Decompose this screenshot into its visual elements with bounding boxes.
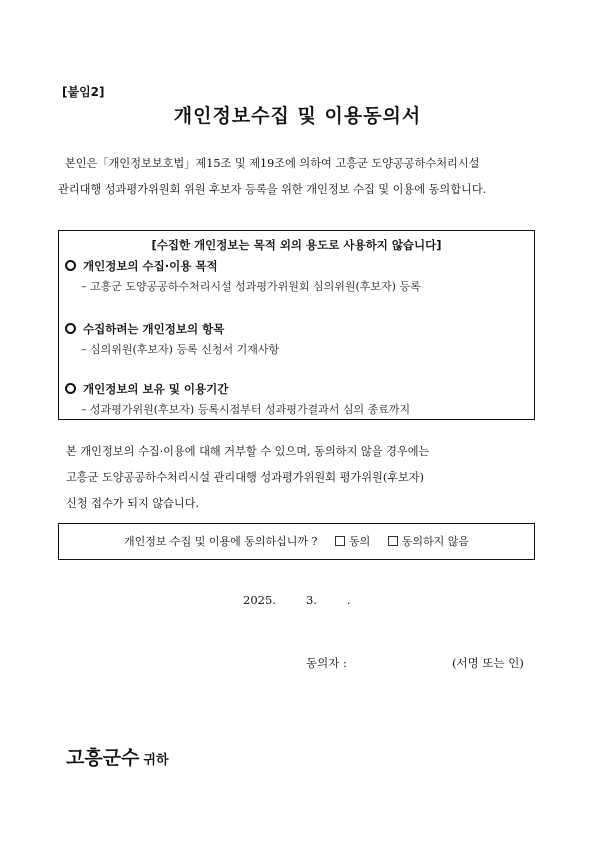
signature-note: (서명 또는 인) [452,656,524,670]
circle-bullet-icon [65,383,76,394]
consent-question: 개인정보 수집 및 이용에 동의하십니까 ? [124,535,318,548]
agree-label: 동의 [348,535,371,548]
section-purpose-title: 개인정보의 수집·이용 목적 [65,258,218,274]
consent-box [58,523,535,560]
section-retention-title: 개인정보의 보유 및 이용기간 [65,381,228,397]
date-month: 3. [305,593,317,607]
circle-bullet-icon [65,260,76,271]
intro-line-1: 본인은「개인정보보호법」제15조 및 제19조에 의하여 고흥군 도양공공하수처리시설 [65,157,480,170]
section-items-title: 수집하려는 개인정보의 항목 [65,321,224,337]
refusal-line-3: 신청 접수가 되지 않습니다. [66,497,200,510]
recipient-suffix: 귀하 [143,753,169,768]
signer-label: 동의자 : [306,656,347,670]
section-items-item: – 심의위원(후보자) 등록 신청서 기재사항 [81,343,280,356]
document-title: 개인정보수집 및 이용동의서 [173,105,422,127]
disagree-checkbox[interactable] [388,536,398,546]
intro-line-2: 관리대행 성과평가위원회 위원 후보자 등록을 위한 개인정보 수집 및 이용에 동의합니다. [58,183,487,196]
section-purpose-item: – 고흥군 도양공공하수처리시설 성과평가위원회 심의위원(후보자) 등록 [81,280,421,293]
date-day: . [346,593,351,607]
circle-bullet-icon [65,323,76,334]
date-line [243,593,381,607]
agree-checkbox[interactable] [335,536,345,546]
attachment-label: [붙임2] [62,85,105,99]
intro-paragraph [58,151,538,203]
refusal-line-2: 고흥군 도양공공하수처리시설 관리대행 성과평가위원회 평가위원(후보자) [66,471,424,484]
refusal-line-1: 본 개인정보의 수집·이용에 대해 거부할 수 있으며, 동의하지 않을 경우에는 [66,445,430,458]
recipient [66,743,169,770]
refusal-paragraph [66,439,538,517]
date-year: 2025. [243,593,276,607]
section-retention-item: – 성과평가위원(후보자) 등록시점부터 성과평가결과서 심의 종료까지 [81,403,411,416]
recipient-name: 고흥군수 [66,747,140,769]
notice-heading: [수집한 개인정보는 목적 외의 용도로 사용하지 않습니다] [151,238,442,252]
disagree-label: 동의하지 않음 [401,535,469,548]
notice-box [58,230,535,420]
